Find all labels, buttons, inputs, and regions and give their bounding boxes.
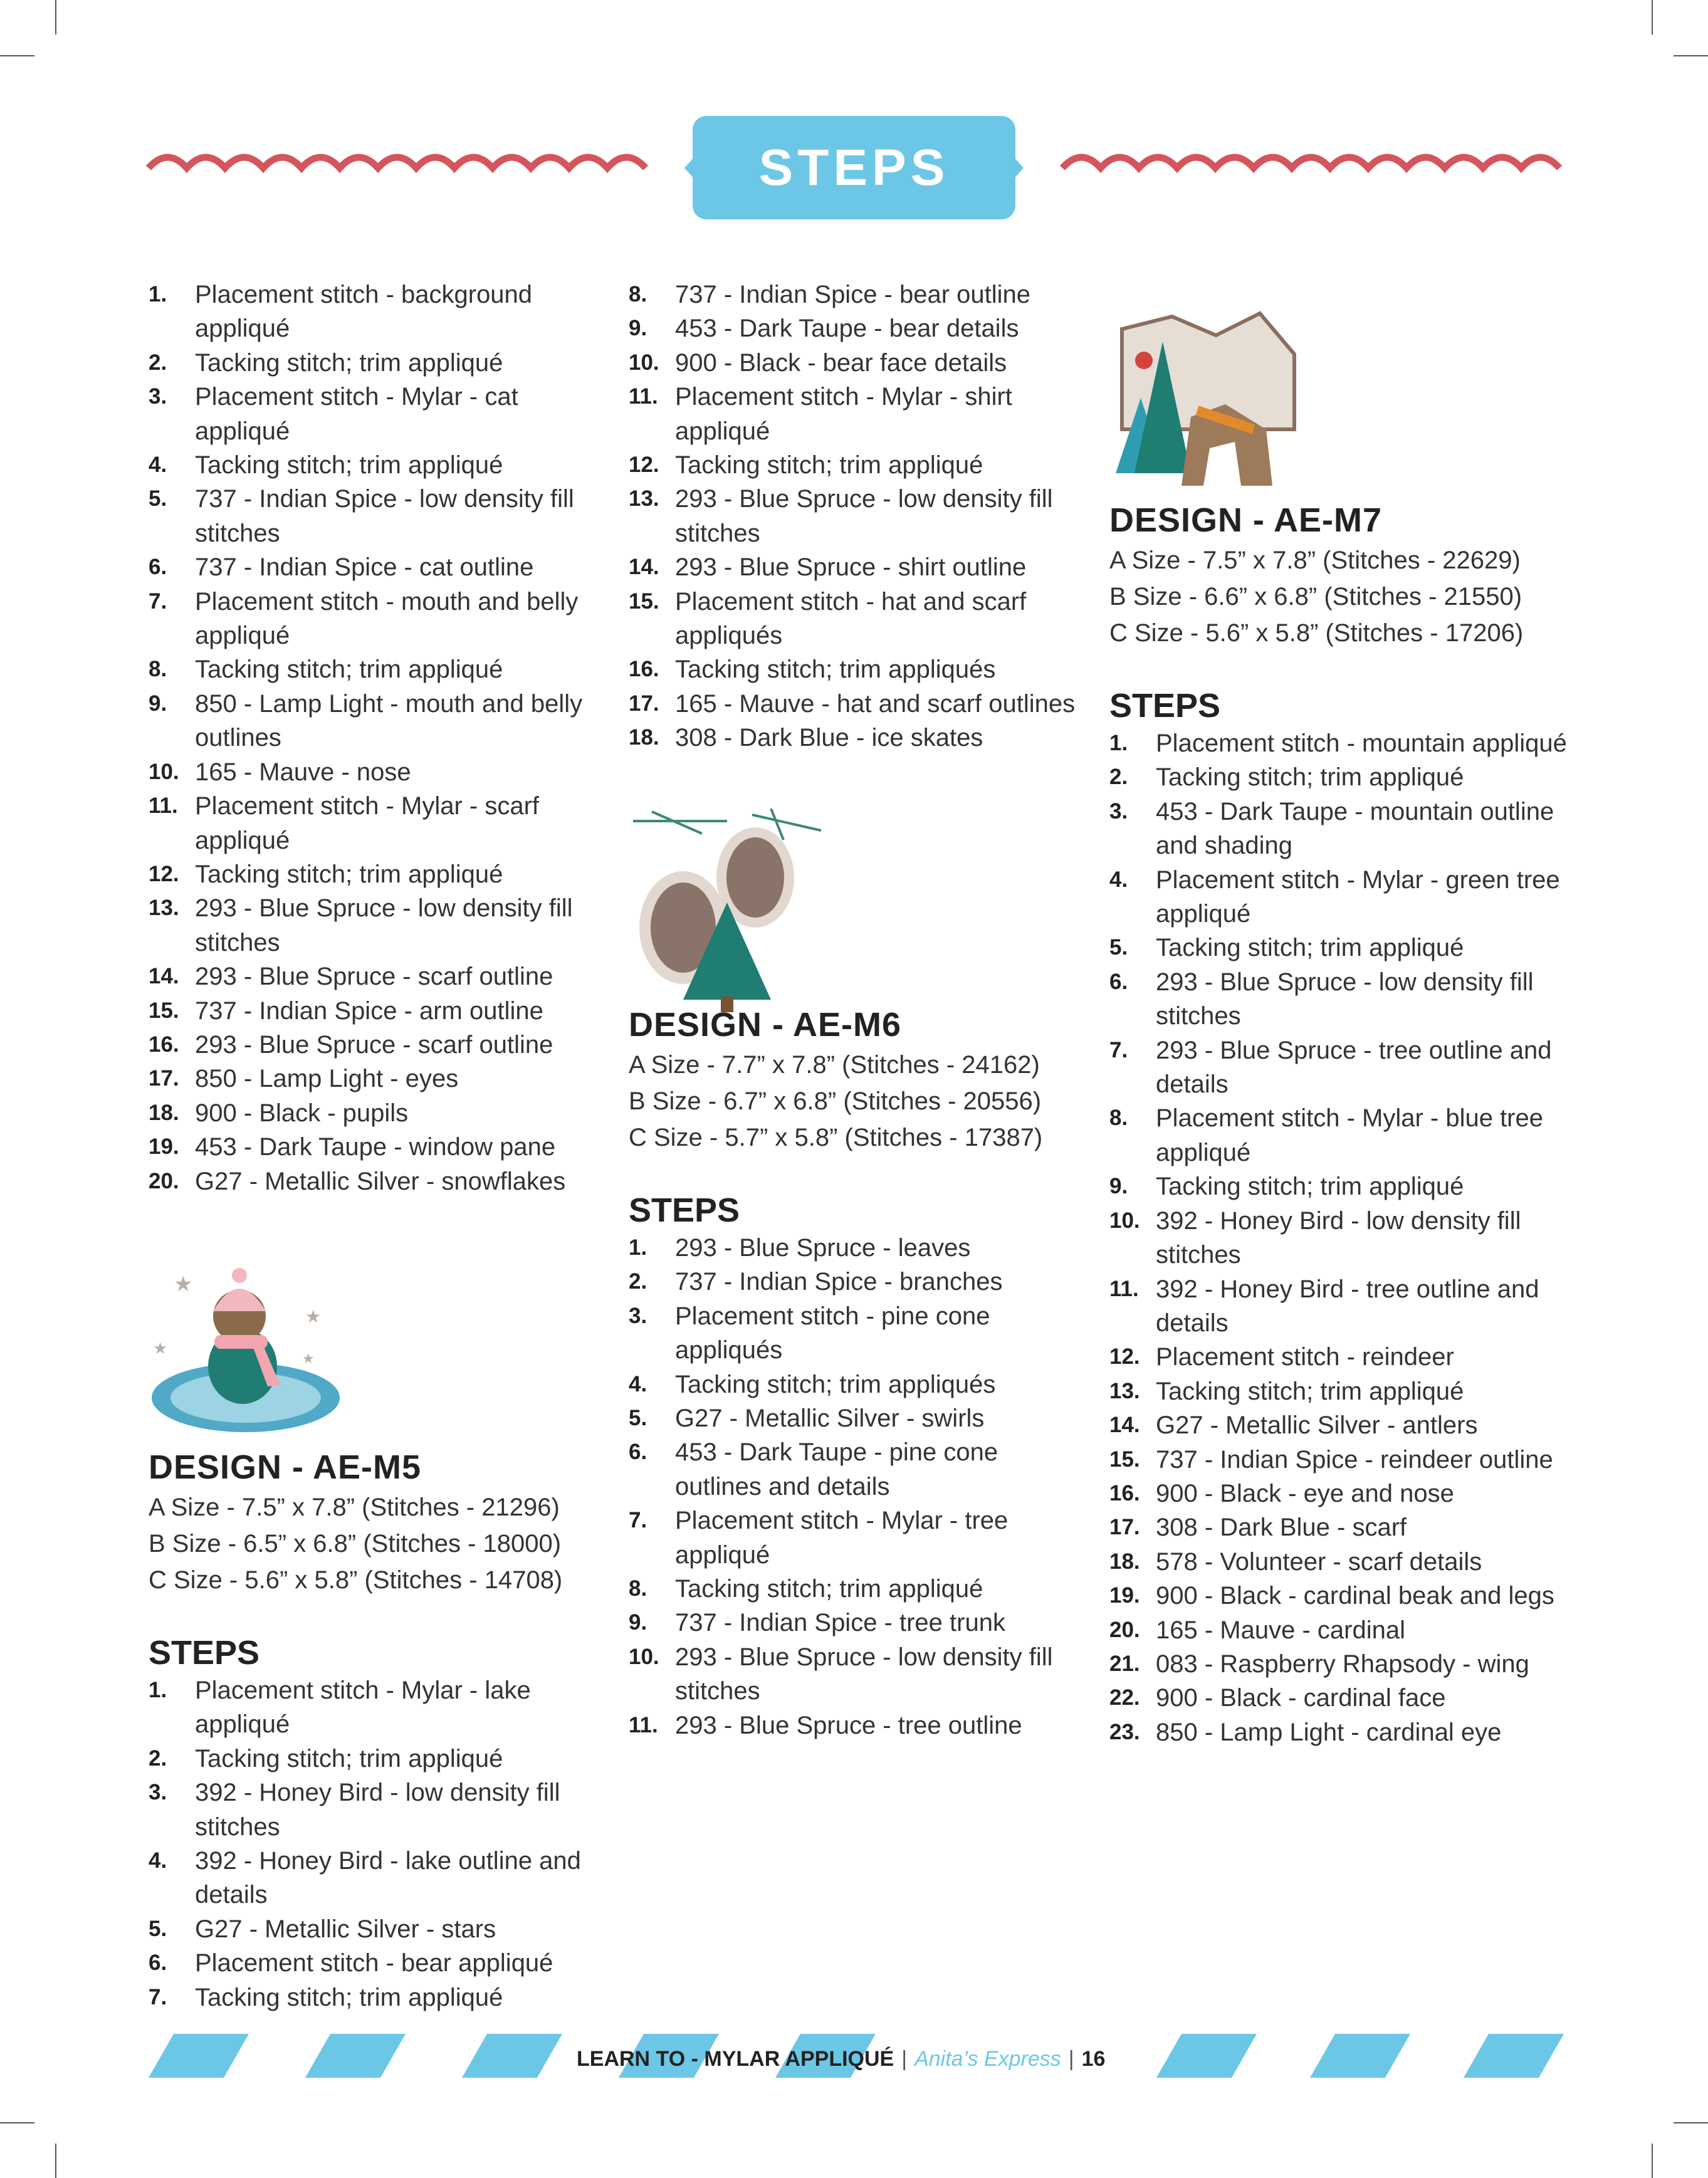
- step-item: [629, 585, 1086, 653]
- step-item: [149, 994, 606, 1028]
- step-text: 293 - Blue Spruce - scarf outline: [195, 1030, 553, 1059]
- step-number: 8.: [629, 282, 647, 306]
- step-text: 308 - Dark Blue - ice skates: [675, 724, 983, 752]
- step-item: [149, 857, 606, 891]
- step-text: 165 - Mauve - hat and scarf outlines: [675, 689, 1076, 718]
- step-text: 578 - Volunteer - scarf details: [1156, 1547, 1482, 1576]
- step-number: 8.: [629, 1576, 647, 1601]
- page-number: 16: [1081, 2046, 1106, 2071]
- steps-heading: STEPS: [149, 1634, 260, 1672]
- step-list: [149, 1673, 606, 2014]
- step-text: Tacking stitch; trim appliqué: [195, 860, 503, 888]
- step-text: 392 - Honey Bird - low density fill stitches: [1156, 1207, 1521, 1269]
- step-item: [149, 1028, 606, 1062]
- step-text: Placement stitch - Mylar - cat appliqué: [195, 383, 518, 445]
- step-number: 22.: [1109, 1685, 1140, 1710]
- footer-stripe: [1156, 2034, 1257, 2078]
- step-item: [1109, 1613, 1567, 1647]
- step-item: [149, 687, 606, 755]
- step-item: [1109, 1545, 1567, 1579]
- step-number: 6.: [1109, 969, 1128, 994]
- step-item: [629, 1606, 1086, 1640]
- step-list: [149, 278, 606, 1198]
- step-item: [1109, 760, 1567, 794]
- step-number: 13.: [149, 896, 179, 921]
- step-item: [149, 1165, 606, 1198]
- step-text: Tacking stitch; trim appliqués: [675, 1370, 996, 1398]
- step-text: 453 - Dark Taupe - window pane: [195, 1133, 556, 1161]
- step-number: 9.: [149, 691, 167, 716]
- step-number: 10.: [1109, 1208, 1140, 1233]
- step-item: [1109, 1443, 1567, 1477]
- step-item: [1109, 726, 1567, 760]
- step-item: [1109, 965, 1567, 1034]
- step-number: 3.: [149, 1780, 167, 1805]
- design-title: DESIGN - AE-M5: [149, 1448, 422, 1486]
- column-2: [629, 278, 1086, 755]
- size-list: [149, 1489, 606, 1598]
- footer-magazine: Anita’s Express: [914, 2046, 1061, 2071]
- step-number: 13.: [1109, 1378, 1140, 1403]
- step-number: 11.: [629, 1712, 658, 1737]
- step-number: 14.: [629, 555, 659, 580]
- step-item: [149, 1912, 606, 1946]
- step-number: 15.: [1109, 1447, 1140, 1472]
- step-number: 12.: [1109, 1344, 1140, 1369]
- footer-stripe: [462, 2034, 562, 2078]
- step-item: [149, 652, 606, 686]
- step-text: 293 - Blue Spruce - low density fill stitches: [675, 1643, 1053, 1705]
- design-m5-section: [149, 1445, 606, 2014]
- step-item: [629, 1265, 1086, 1299]
- step-number: 18.: [629, 725, 659, 750]
- step-item: [1109, 863, 1567, 931]
- step-text: 850 - Lamp Light - eyes: [195, 1065, 459, 1093]
- crop-mark: [55, 2144, 56, 2178]
- step-item: [629, 1435, 1086, 1504]
- step-number: 7.: [149, 589, 167, 614]
- footer-title: LEARN TO - MYLAR APPLIQUÉ: [577, 2046, 894, 2071]
- size-c: C Size - 5.7” x 5.8” (Stitches - 17387): [629, 1124, 1043, 1151]
- size-a: A Size - 7.7” x 7.8” (Stitches - 24162): [629, 1051, 1040, 1079]
- step-list: [629, 1231, 1086, 1742]
- step-number: 12.: [629, 453, 659, 478]
- step-text: 453 - Dark Taupe - bear details: [675, 315, 1019, 343]
- design-title: DESIGN - AE-M7: [1109, 501, 1383, 539]
- bear-skating-illustration: [145, 1254, 346, 1435]
- svg-text:★: ★: [174, 1272, 193, 1297]
- step-number: 20.: [1109, 1617, 1140, 1642]
- step-text: 308 - Dark Blue - scarf: [1156, 1514, 1407, 1542]
- step-item: [149, 1981, 606, 2014]
- footer-separator: |: [901, 2046, 908, 2071]
- step-text: 293 - Blue Spruce - low density fill stitches: [675, 485, 1053, 547]
- step-number: 3.: [629, 1303, 647, 1328]
- step-text: 392 - Honey Bird - low density fill stitches: [195, 1779, 560, 1841]
- size-b: B Size - 6.5” x 6.8” (Stitches - 18000): [149, 1530, 562, 1558]
- step-number: 7.: [149, 1984, 167, 2009]
- step-number: 20.: [149, 1168, 179, 1193]
- step-item: [1109, 1272, 1567, 1341]
- steps-heading: STEPS: [1109, 687, 1221, 725]
- step-number: 10.: [629, 1644, 659, 1669]
- step-text: 293 - Blue Spruce - tree outline and details: [1156, 1036, 1552, 1099]
- crop-mark: [0, 2122, 34, 2123]
- step-item: [149, 1844, 606, 1912]
- step-number: 4.: [149, 453, 167, 478]
- step-text: Tacking stitch; trim appliqué: [1156, 1173, 1464, 1201]
- step-item: [1109, 1477, 1567, 1510]
- size-a: A Size - 7.5” x 7.8” (Stitches - 22629): [1109, 547, 1521, 574]
- step-number: 4.: [149, 1848, 167, 1873]
- step-number: 2.: [1109, 765, 1128, 790]
- step-item: [149, 278, 606, 346]
- step-list: [629, 278, 1086, 755]
- step-item: [629, 1572, 1086, 1606]
- step-item: [149, 550, 606, 584]
- footer-stripe: [305, 2034, 406, 2078]
- size-list: [629, 1047, 1086, 1156]
- mountain-reindeer-illustration: [1109, 304, 1297, 492]
- step-number: 2.: [629, 1269, 647, 1294]
- step-number: 3.: [1109, 798, 1128, 824]
- step-item: [149, 789, 606, 857]
- step-text: Tacking stitch; trim appliqué: [195, 656, 503, 684]
- step-item: [629, 652, 1086, 686]
- step-item: [1109, 1204, 1567, 1272]
- step-item: [1109, 1647, 1567, 1681]
- step-item: [149, 1776, 606, 1844]
- step-number: 5.: [149, 486, 167, 511]
- footer: [577, 2043, 1105, 2075]
- pine-cone-tree-illustration: [627, 809, 827, 1015]
- design-m7-section: [1109, 498, 1567, 1749]
- step-item: [629, 1640, 1086, 1709]
- size-b: B Size - 6.6” x 6.8” (Stitches - 21550): [1109, 583, 1522, 610]
- step-number: 6.: [149, 1950, 167, 1976]
- step-number: 4.: [1109, 867, 1128, 892]
- step-number: 5.: [629, 1406, 647, 1431]
- step-number: 15.: [629, 589, 659, 614]
- crop-mark: [1652, 2144, 1653, 2178]
- step-text: Tacking stitch; trim appliqué: [1156, 1377, 1464, 1405]
- step-text: Placement stitch - Mylar - tree appliqué: [675, 1507, 1009, 1569]
- step-text: 737 - Indian Spice - arm outline: [195, 997, 543, 1025]
- step-text: Tacking stitch; trim appliqué: [675, 1575, 983, 1603]
- size-c: C Size - 5.6” x 5.8” (Stitches - 14708): [149, 1566, 563, 1594]
- step-text: Tacking stitch; trim appliqué: [1156, 934, 1464, 962]
- step-text: Tacking stitch; trim appliqué: [195, 348, 503, 377]
- step-item: [629, 1368, 1086, 1401]
- step-text: Placement stitch - Mylar - lake appliqué: [195, 1677, 531, 1739]
- step-text: Placement stitch - mouth and belly appliqué: [195, 587, 579, 650]
- step-text: Tacking stitch; trim appliqué: [675, 451, 983, 479]
- step-number: 7.: [629, 1508, 647, 1533]
- step-text: G27 - Metallic Silver - swirls: [675, 1405, 985, 1433]
- step-item: [149, 960, 606, 993]
- step-list: [1109, 726, 1567, 1749]
- size-list: [1109, 542, 1567, 651]
- step-text: 900 - Black - pupils: [195, 1099, 409, 1127]
- step-item: [629, 1401, 1086, 1435]
- step-item: [1109, 1715, 1567, 1749]
- step-item: [149, 1062, 606, 1096]
- column-1: [149, 278, 606, 1198]
- wave-border-left: [149, 157, 646, 168]
- step-text: 737 - Indian Spice - reindeer outline: [1156, 1445, 1553, 1474]
- step-item: [149, 346, 606, 380]
- step-text: Tacking stitch; trim appliqué: [195, 1983, 503, 2011]
- step-text: Placement stitch - pine cone appliqués: [675, 1302, 990, 1364]
- step-item: [629, 380, 1086, 448]
- step-number: 10.: [149, 759, 179, 784]
- size-b: B Size - 6.7” x 6.8” (Stitches - 20556): [629, 1087, 1042, 1115]
- step-item: [149, 891, 606, 960]
- step-text: 165 - Mauve - cardinal: [1156, 1616, 1405, 1644]
- step-item: [629, 482, 1086, 550]
- step-number: 1.: [149, 282, 167, 306]
- step-item: [149, 1742, 606, 1776]
- step-text: Tacking stitch; trim appliqué: [195, 451, 503, 479]
- design-title: DESIGN - AE-M6: [629, 1006, 902, 1044]
- step-text: G27 - Metallic Silver - snowflakes: [195, 1167, 566, 1195]
- step-text: 083 - Raspberry Rhapsody - wing: [1156, 1650, 1529, 1678]
- step-item: [1109, 1374, 1567, 1408]
- step-number: 19.: [1109, 1583, 1140, 1608]
- step-item: [629, 278, 1086, 312]
- footer-stripe: [1310, 2034, 1410, 2078]
- step-number: 18.: [149, 1100, 179, 1125]
- step-text: 850 - Lamp Light - cardinal eye: [1156, 1718, 1502, 1746]
- crop-mark: [1674, 2122, 1708, 2123]
- step-text: 392 - Honey Bird - tree outline and details: [1156, 1275, 1539, 1337]
- step-item: [149, 448, 606, 482]
- step-number: 16.: [629, 657, 659, 682]
- svg-text:★: ★: [305, 1306, 322, 1327]
- svg-text:★: ★: [302, 1351, 315, 1367]
- step-text: G27 - Metallic Silver - antlers: [1156, 1411, 1478, 1440]
- step-number: 19.: [149, 1134, 179, 1160]
- page-title: STEPS: [758, 139, 950, 196]
- step-item: [629, 1299, 1086, 1368]
- step-text: Tacking stitch; trim appliqué: [195, 1744, 503, 1772]
- step-number: 16.: [1109, 1480, 1140, 1505]
- step-number: 14.: [149, 964, 179, 989]
- step-number: 13.: [629, 486, 659, 511]
- step-number: 4.: [629, 1371, 647, 1396]
- step-number: 17.: [1109, 1515, 1140, 1540]
- step-number: 6.: [149, 555, 167, 580]
- step-text: 900 - Black - bear face details: [675, 348, 1007, 377]
- step-text: 737 - Indian Spice - low density fill stitches: [195, 485, 574, 547]
- step-item: [629, 448, 1086, 482]
- step-number: 9.: [1109, 1174, 1128, 1199]
- step-text: 737 - Indian Spice - branches: [675, 1268, 1003, 1296]
- step-item: [629, 312, 1086, 345]
- step-text: 737 - Indian Spice - tree trunk: [675, 1609, 1005, 1637]
- step-number: 11.: [149, 793, 178, 819]
- step-number: 23.: [1109, 1719, 1140, 1744]
- step-text: 293 - Blue Spruce - low density fill stitches: [195, 894, 573, 956]
- step-text: Tacking stitch; trim appliqués: [675, 656, 996, 684]
- step-text: 900 - Black - eye and nose: [1156, 1479, 1454, 1507]
- step-item: [1109, 1681, 1567, 1715]
- step-text: G27 - Metallic Silver - stars: [195, 1915, 496, 1943]
- step-item: [149, 482, 606, 550]
- step-item: [629, 721, 1086, 755]
- step-text: 293 - Blue Spruce - tree outline: [675, 1711, 1022, 1739]
- step-number: 5.: [149, 1916, 167, 1941]
- step-number: 15.: [149, 998, 179, 1023]
- step-item: [149, 380, 606, 448]
- step-number: 16.: [149, 1032, 179, 1057]
- step-text: 293 - Blue Spruce - low density fill stitches: [1156, 968, 1534, 1030]
- step-item: [1109, 1170, 1567, 1203]
- step-text: 293 - Blue Spruce - leaves: [675, 1234, 971, 1262]
- step-number: 9.: [629, 1610, 647, 1635]
- step-item: [1109, 1034, 1567, 1102]
- step-number: 5.: [1109, 935, 1128, 960]
- step-text: 737 - Indian Spice - bear outline: [675, 281, 1031, 308]
- step-number: 7.: [1109, 1037, 1128, 1062]
- step-item: [1109, 1101, 1567, 1170]
- step-number: 17.: [149, 1066, 179, 1091]
- step-number: 1.: [1109, 731, 1128, 755]
- step-text: Placement stitch - Mylar - blue tree appliqué: [1156, 1104, 1543, 1166]
- step-text: 293 - Blue Spruce - shirt outline: [675, 553, 1027, 582]
- step-number: 18.: [1109, 1549, 1140, 1574]
- step-number: 1.: [149, 1678, 167, 1702]
- footer-separator: |: [1068, 2046, 1074, 2071]
- steps-heading: STEPS: [629, 1191, 740, 1229]
- step-text: Placement stitch - mountain appliqué: [1156, 730, 1567, 757]
- step-text: 737 - Indian Spice - cat outline: [195, 553, 534, 582]
- step-text: 453 - Dark Taupe - pine cone outlines and details: [675, 1438, 998, 1500]
- step-number: 17.: [629, 691, 659, 716]
- step-number: 10.: [629, 350, 659, 375]
- size-c: C Size - 5.6” x 5.8” (Stitches - 17206): [1109, 619, 1524, 647]
- step-text: 392 - Honey Bird - lake outline and details: [195, 1847, 581, 1909]
- step-item: [1109, 1510, 1567, 1544]
- step-item: [629, 1231, 1086, 1265]
- step-text: Placement stitch - Mylar - green tree appliqué: [1156, 866, 1560, 928]
- svg-text:★: ★: [153, 1339, 168, 1358]
- design-m6-section: [629, 1003, 1086, 1742]
- step-text: 293 - Blue Spruce - scarf outline: [195, 963, 553, 991]
- step-item: [149, 1130, 606, 1164]
- step-number: 12.: [149, 861, 179, 886]
- step-item: [629, 1504, 1086, 1572]
- step-item: [1109, 1340, 1567, 1374]
- step-text: Placement stitch - hat and scarf appliqués: [675, 587, 1027, 650]
- step-number: 11.: [1109, 1276, 1139, 1301]
- step-number: 9.: [629, 316, 647, 341]
- step-item: [629, 346, 1086, 380]
- step-item: [629, 1709, 1086, 1742]
- step-text: 165 - Mauve - nose: [195, 758, 411, 786]
- step-number: 6.: [629, 1440, 647, 1465]
- step-item: [149, 755, 606, 789]
- footer-stripe: [149, 2034, 249, 2078]
- step-number: 14.: [1109, 1413, 1140, 1438]
- step-text: Placement stitch - background appliqué: [195, 281, 533, 343]
- step-item: [149, 1946, 606, 1980]
- step-item: [1109, 1408, 1567, 1442]
- step-text: 850 - Lamp Light - mouth and belly outlines: [195, 689, 583, 752]
- step-number: 8.: [149, 657, 167, 682]
- step-number: 8.: [1109, 1106, 1128, 1131]
- step-text: Tacking stitch; trim appliqué: [1156, 763, 1464, 792]
- step-item: [1109, 1579, 1567, 1613]
- step-text: Placement stitch - bear appliqué: [195, 1949, 553, 1977]
- step-item: [149, 585, 606, 653]
- step-item: [149, 1096, 606, 1130]
- step-item: [629, 550, 1086, 584]
- step-number: 2.: [149, 1746, 167, 1771]
- step-number: 21.: [1109, 1651, 1140, 1676]
- step-item: [149, 1673, 606, 1742]
- step-number: 3.: [149, 384, 167, 409]
- step-text: Placement stitch - Mylar - scarf appliqué: [195, 792, 540, 854]
- size-a: A Size - 7.5” x 7.8” (Stitches - 21296): [149, 1494, 560, 1521]
- step-item: [629, 687, 1086, 721]
- step-number: 2.: [149, 350, 167, 375]
- wave-border-right: [1062, 157, 1559, 168]
- step-item: [1109, 931, 1567, 965]
- step-text: Placement stitch - Mylar - shirt appliqué: [675, 383, 1012, 445]
- step-text: 900 - Black - cardinal beak and legs: [1156, 1582, 1554, 1610]
- step-text: 900 - Black - cardinal face: [1156, 1684, 1446, 1712]
- step-number: 1.: [629, 1235, 647, 1260]
- footer-stripe: [1464, 2034, 1564, 2078]
- step-text: 453 - Dark Taupe - mountain outline and shading: [1156, 797, 1554, 860]
- step-item: [1109, 795, 1567, 863]
- step-text: Placement stitch - reindeer: [1156, 1343, 1454, 1371]
- step-number: 11.: [629, 384, 658, 409]
